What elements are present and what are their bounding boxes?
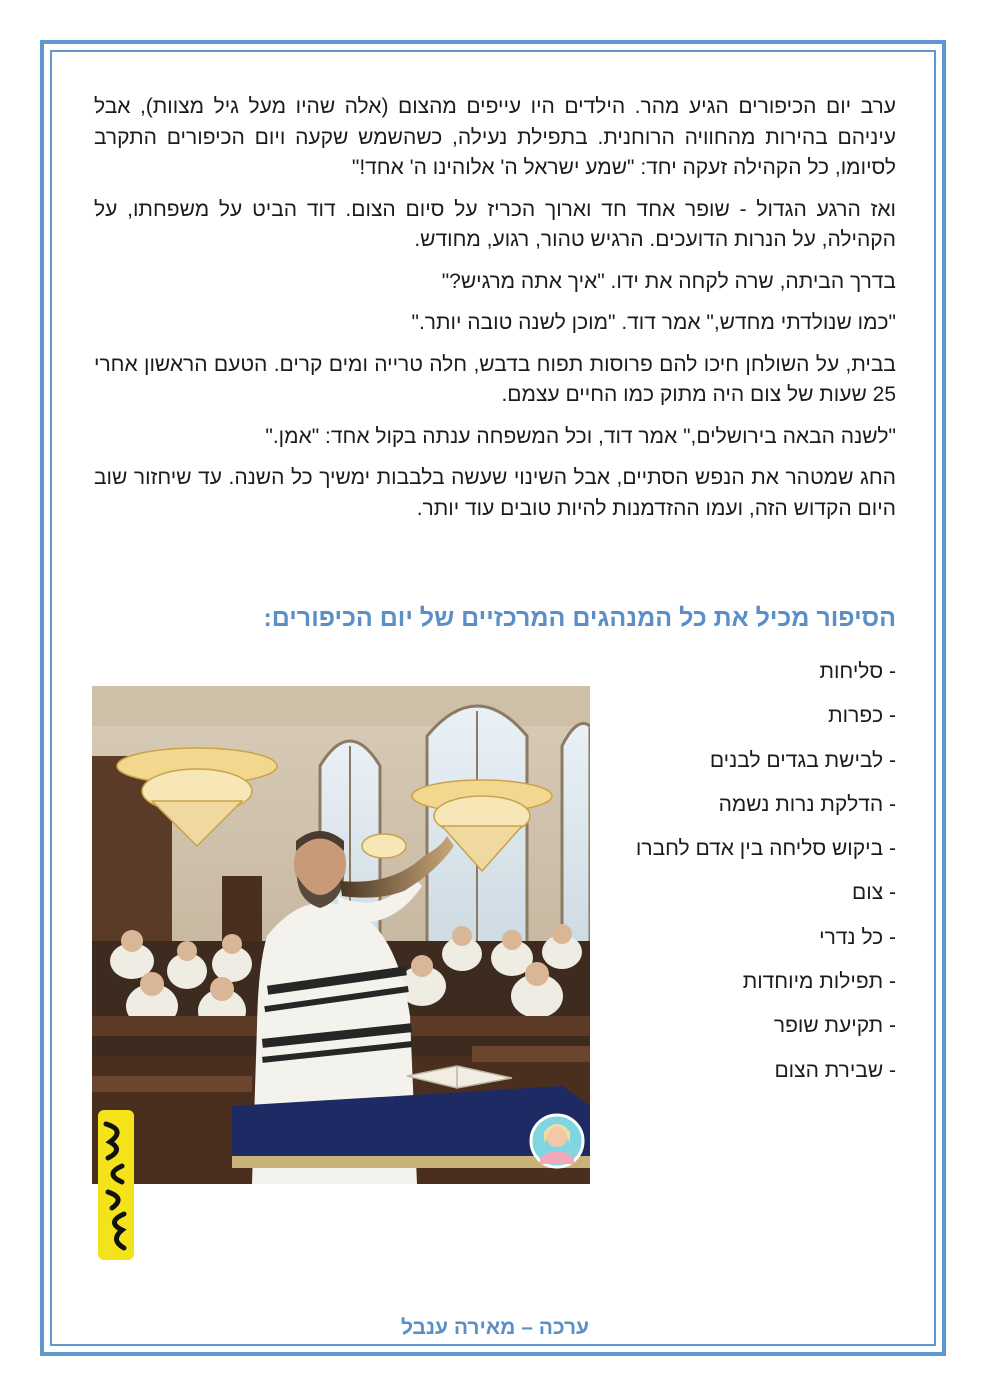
list-item: - כפרות bbox=[828, 704, 896, 728]
story-paragraph: "כמו שנולדתי מחדש," אמר דוד. "מוכן לשנה טובה יותר." bbox=[411, 311, 896, 334]
customs-list bbox=[636, 650, 896, 1093]
customs-heading: הסיפור מכיל את כל המנהגים המרכזיים של יום הכיפורים: bbox=[263, 604, 896, 632]
list-item: - לבישת בגדים לבנים bbox=[709, 748, 896, 772]
story-text bbox=[94, 92, 896, 535]
synagogue-shofar-illustration bbox=[92, 686, 590, 1184]
list-item: - ביקוש סליחה בין אדם לחברו bbox=[635, 837, 896, 861]
list-item: - כל נדרי bbox=[819, 925, 896, 949]
list-item: - הדלקת נרות נשמה bbox=[718, 792, 896, 816]
story-paragraph: בבית, על השולחן חיכו להם פרוסות תפוח בדבש, חלה טרייה ומים קרים. הטעם הראשון אחרי 25 שעות של צום היה מתוק כמו החיים עצמם. bbox=[94, 352, 896, 406]
page-footer: ערכה – מאירה ענבל bbox=[400, 1316, 590, 1339]
list-item: - תפילות מיוחדות bbox=[742, 970, 896, 994]
story-paragraph: "לשנה הבאה בירושלים," אמר דוד, וכל המשפחה ענתה בקול אחד: "אמן." bbox=[265, 424, 896, 448]
list-item: - צום bbox=[852, 881, 896, 905]
story-paragraph: ערב יום הכיפורים הגיע מהר. הילדים היו עייפים מהצום (אלה שהיו מעל גיל מצוות), אבל עיניהם בהירות מהחוויה הרוחנית. בתפילת נעילה, כשהשמש שקעה ויום הכיפורים התקרב לסיומו, כל הקהילה זעקה יחד: "שמע ישראל ה' אלוהינו ה' אחד!" bbox=[94, 95, 896, 179]
story-paragraph: ואז הרגע הגדול - שופר אחד חד וארוך הכריז על סיום הצום. דוד הביט על משפחתו, על הקהילה, על הנרות הדועכים. הרגיש טהור, רגוע, מחודש. bbox=[94, 197, 896, 251]
list-item: - שבירת הצום bbox=[774, 1058, 896, 1082]
list-item: - תקיעת שופר bbox=[773, 1014, 896, 1038]
signature-logo bbox=[96, 1110, 136, 1260]
story-paragraph: בדרך הביתה, שרה לקחה את ידו. "איך אתה מרגיש?" bbox=[441, 269, 896, 293]
list-item: - סליחות bbox=[819, 660, 896, 683]
story-paragraph: החג שמטהר את הנפש הסתיים, אבל השינוי שעשה בלבבות ימשיך כל השנה. עד שיחזור שוב היום הקדוש הזה, ועמו ההזדמנות להיות טובים עוד יותר. bbox=[94, 466, 896, 520]
